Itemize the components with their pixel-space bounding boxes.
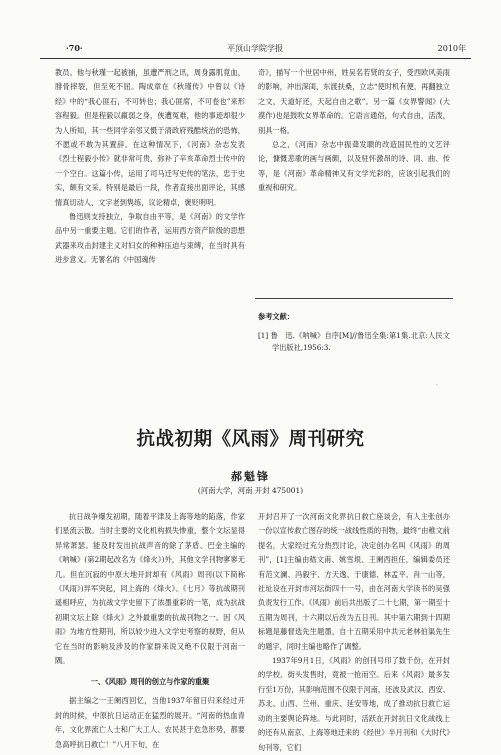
body-paragraph: 教员。他与秋瑾一起被捕，虽遭严刑之讯，周身露肌竟血，腓骨摔裂，但至死不屈。陶成章在《秋瑾传》中曾以《诗经》中的“我心匪石，不可转也；我心匪席，不可卷也”来形容程毅。但是程毅以羸弱之身，俠遭冤难，他的事迹却很少为人所知，其一些同学亲邻又慑于清政府残酷统治的恐怖，不愿或不敢为其置辞。在这种情况下，《河南》杂志发表《烈士程毅小传》就非常可贵，弥补了辛亥革命烈士传中的一个空白。这篇小传，运用了司马迁写史传的笔法，忠于史实，颇有文采。特别是最后一段，作者直接出面评论，其感情真切动人，文字老到隽练，议论精卓，褒贬明明。 <box>55 68 245 207</box>
article-right-column <box>258 510 450 755</box>
header-rule <box>40 58 471 59</box>
body-paragraph: 奇》，描写一个世居中州，姓吴名若贤的女子，受西欧风美雨的影响，冲出深闺，东渡扶桑，立志“使时机有便，再翻独立之文，天道好还，天起自由之歌”。另一篇《女界警闻》(大漠作)也是鼓吹女界革命的。它语言通俗，句式自由，活泼，别具一格。 <box>258 68 450 135</box>
article-left-column <box>55 510 245 752</box>
section-heading: 一、《风雨》周刊的创立与作家的重聚 <box>90 677 210 687</box>
page-number: ·70· <box>66 43 83 53</box>
body-paragraph: 抗日战争爆发初期，随着平津及上海等地的陷落，作家们星流云散。当时主要的文化机构损失惨重，整个文坛显得异常萧瑟。能及时发出抗战声音的除了茅盾、巴金主编的《呐喊》(第2期起改名为《烽火》)外，其他文学刊物寥寥无几。但在沉寂的中原大地开封却有《风雨》周刊(以下简称《风雨》)异军突起，同上海的《烽火》、《七月》等抗战期刊遥相呼应，为抗战文学史留下了浓墨重彩的一笔，成为抗战初期文坛上除《烽火》之外最重要的抗战刊物之一。因《风雨》为地方性期刊，所以较少进入文学史考察的视野，但从它在当时的影响及涉及的作家群来说又绝不仅限于河南一隅。 <box>55 512 245 666</box>
body-paragraph: 开封召开了一次河南文化界抗日救亡座谈会，有人主张创办一份以宣传救亡图存的统一战线性质的刊物，最终“由稚文前提名，大家经过充分热烈讨论，决定创办名叫《风雨》的周刊”，[1]主编由嵇文甫、姚雪垠、王阑西担任，编辑委员还有范文澜、冯毅宇、方天逸、于康德、林孟平、肖一山等，社址设在开封市河坛街四十一号，由在河南大学读书的吴强负责发行工作。《风雨》前后共出版了二十七期，第一期至十五期为周刊，十六期以后改为五日刊。其中第六期到十四期标题是藤督选先生题墨，自十五期采用中共元老林伯渠先生的题字，同时主编也略作了调整。 <box>258 512 450 651</box>
running-header <box>40 42 470 56</box>
section-divider <box>255 298 453 299</box>
journal-name: 平顶山学院学报 <box>227 44 283 53</box>
references-title: 参考文献： <box>258 312 294 321</box>
author-affiliation: (河南大学，河南 开封 475001) <box>197 486 304 495</box>
body-paragraph: 1937年9月1日，《风雨》的创刊号印了数千份，在开封的学校、街头发售时，竟被一抢而空。后来《风雨》最多发行至1万份，其影响范围不仅限于河南，还波及武汉、西安、苏北、山西、兰州、重庆、延安等地，成了推动抗日救亡运动的主要舆论阵地。与此同时，活跃在开封抗日文化战线上的还有从南京、上海等地迁来的《经世》半月刊和《大时代》旬刊等，它们 <box>258 656 450 752</box>
journal-year: 2010年 <box>437 44 466 53</box>
page-mark: · <box>436 382 438 389</box>
body-paragraph: 据主编之一王阑西回忆，当他1937年留日归来经过开封的时候，中原抗日运动正在猛烈的展开。“河南的热血青年，文化界流亡人士和广大工人、农民甚于危急形势，都要急高呼抗日救亡！”八月下旬，在 <box>55 696 245 749</box>
reference-item: [1] 鲁 迅.《呐喊》自序[M]//鲁迅全集:第1集.北京:人民文学出版社,1956:3. <box>258 331 450 352</box>
body-paragraph: 鲁迅则支持独立，争取自由平等，是《河南》的文学作品中另一重要主题。它们的作者，运用西方资产阶级的思想武器来攻击封建主义对妇女的种种压迫与束缚，在当时具有进步意义。无署名的《中国魂传 <box>55 212 245 265</box>
article-author: 郝魁锋 <box>231 470 270 483</box>
previous-article-left-column <box>55 66 245 268</box>
previous-article-right-column <box>258 66 450 196</box>
article-title: 抗战初期《风雨》周刊研究 <box>136 429 365 450</box>
references <box>258 312 450 354</box>
body-paragraph: 总之，《河南》杂志中振聋发聩的改造国民性的文艺评论，慷慨悲歌的画与画颇，以及驻怀激昂的诗、词、曲、传等，是《河南》革命精神又有文学光彩的，应该引起我们的重视和研究。 <box>258 140 450 193</box>
